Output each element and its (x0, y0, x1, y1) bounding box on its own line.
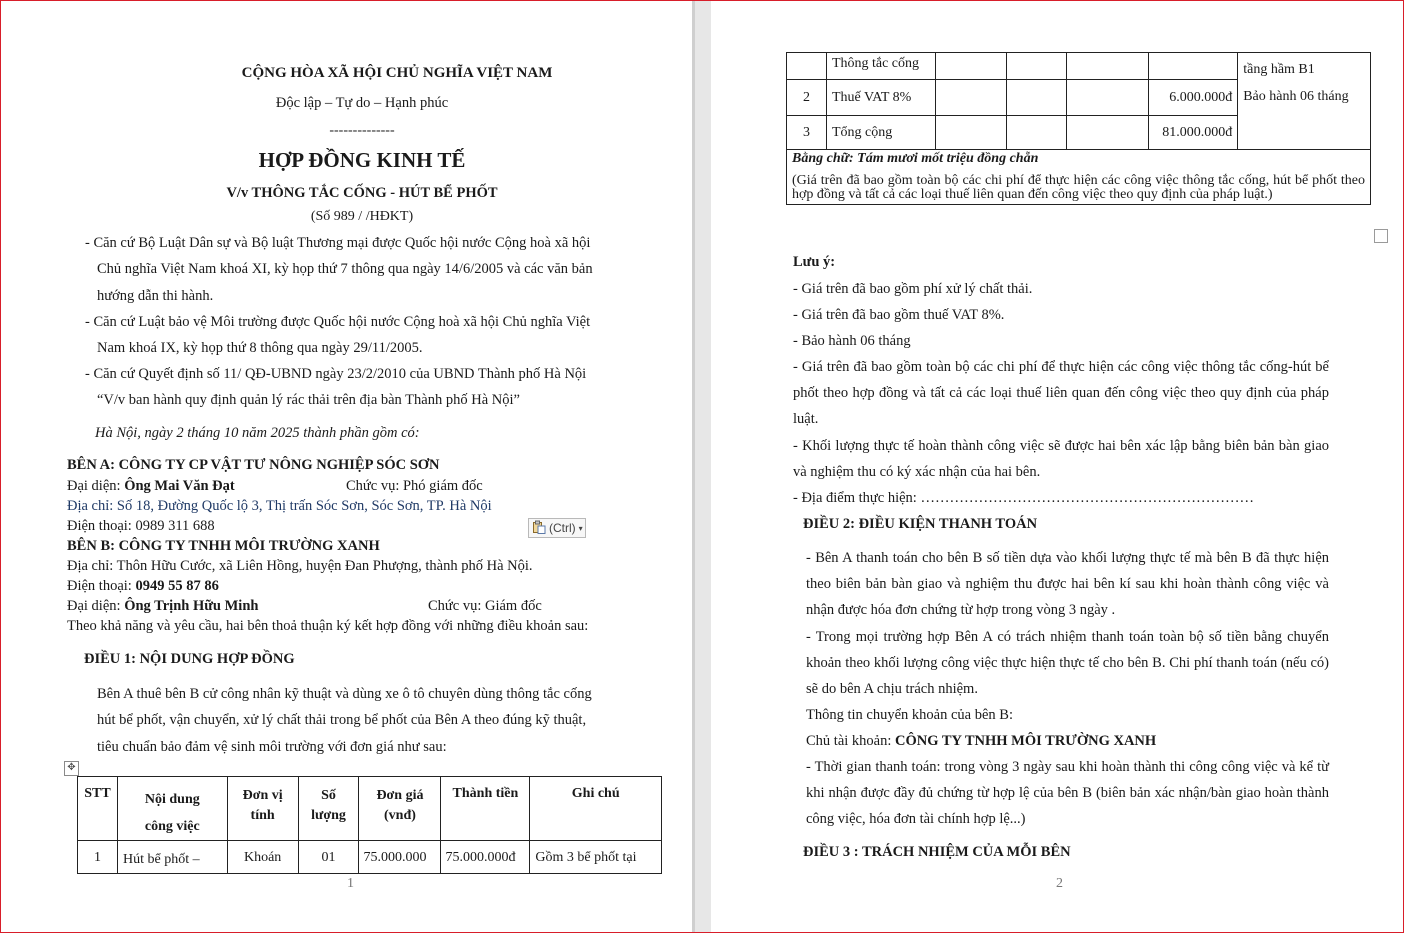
payment-clause-2: - Trong mọi trường hợp Bên A có trách nhiệm thanh toán toàn bộ số tiền bằng chuyển khoản theo khối lượng công việc thực hiện thực tế cho bên B. Chi phí thanh toán (nếu có) sẽ do bên A chịu trách nhiệm. (806, 629, 1329, 697)
header-unit (227, 777, 298, 841)
cell-unit: Khoán (227, 841, 298, 874)
cell-summary (787, 150, 1371, 205)
price-table-header (78, 777, 662, 841)
cell-empty (1067, 80, 1149, 116)
cell-total (1149, 53, 1238, 80)
table-row (787, 53, 1371, 80)
contract-number: (Số 989 / /HĐKT) (310, 209, 414, 224)
article-1-line1: Bên A thuê bên B cử công nhân kỹ thuật và dùng xe ô tô chuyên dùng thông tắc cống (97, 686, 592, 702)
party-b-position: Chức vụ: Giám đốc (428, 598, 542, 614)
party-a-address: Địa chỉ: Số 18, Đường Quốc lộ 3, Thị trấn Sóc Sơn, Sóc Sơn, TP. Hà Nội (67, 498, 492, 514)
party-b-rep-name: Ông Trịnh Hữu Minh (124, 598, 259, 614)
paste-options-label: (Ctrl) (549, 521, 576, 535)
cell-empty (935, 53, 1006, 80)
article-1-line3: tiêu chuẩn bảo đảm vệ sinh môi trường với đơn giá như sau: (97, 739, 447, 755)
party-a-representative (67, 478, 235, 495)
legal-basis-1-line1: - Căn cứ Bộ Luật Dân sự và Bộ luật Thương mại được Quốc hội nước Cộng hoà xã hội (85, 235, 591, 251)
cell-empty (1006, 116, 1067, 150)
cell-stt: 2 (787, 80, 827, 116)
document-subtitle: V/v THÔNG TẮC CỐNG - HÚT BỂ PHỐT (226, 185, 498, 201)
cell-note (1238, 53, 1371, 150)
legal-basis-3-line1: - Căn cứ Quyết định số 11/ QĐ-UBND ngày 23/2/2010 của UBND Thành phố Hà Nội (85, 366, 587, 382)
paste-options-button[interactable] (528, 518, 586, 538)
cell-stt: 3 (787, 116, 827, 150)
header-country: CỘNG HÒA XÃ HỘI CHỦ NGHĨA VIỆT NAM (241, 65, 553, 81)
account-holder-label: Chủ tài khoản: (806, 733, 896, 749)
cell-qty: 01 (298, 841, 359, 874)
article-1-title: ĐIỀU 1: NỘI DUNG HỢP ĐỒNG (84, 651, 295, 667)
account-holder (806, 728, 1156, 754)
header-rule: -------------- (329, 123, 395, 138)
party-b-phone-value: 0949 55 87 86 (135, 578, 219, 594)
cell-total: 6.000.000đ (1149, 80, 1238, 116)
cell-stt: 1 (78, 841, 118, 874)
cell-content: Tổng cộng (826, 116, 935, 150)
location-line: - Địa điểm thực hiện: …………………………………………………………… (793, 490, 1254, 506)
document-page-1[interactable] (2, 0, 692, 933)
page-number-1: 1 (347, 876, 354, 891)
header-qty (298, 777, 359, 841)
note-item: - Khối lượng thực tế hoàn thành công việc sẽ được hai bên xác lập bằng biên bản bàn giao và nghiệm thu có ký xác nhận của hai bên. (793, 438, 1329, 480)
header-content (117, 777, 227, 841)
cell-total: 81.000.000đ (1149, 116, 1238, 150)
legal-basis-3-line2: “V/v ban hành quy định quản lý rác thải trên địa bàn Thành phố Hà Nội” (97, 392, 520, 408)
cell-empty (1067, 116, 1149, 150)
page-gutter (692, 0, 711, 933)
header-content-line2: công việc (144, 819, 200, 834)
bank-info-label: Thông tin chuyển khoản của bên B: (806, 707, 1013, 723)
cell-price: 75.000.000 (359, 841, 441, 874)
document-title: HỢP ĐỒNG KINH TẾ (258, 148, 466, 172)
price-inclusion-note: (Giá trên đã bao gồm toàn bộ các chi phí để thực hiện các công việc thông tắc cống, hút bể phốt theo hợp đồng và tất cả các loại thuế liên quan đến công việc theo quy định của pháp luật.) (792, 173, 1365, 202)
cell-empty (1006, 53, 1067, 80)
party-b-rep-label: Đại diện: (67, 598, 125, 614)
payment-clause-1: - Bên A thanh toán cho bên B số tiền dựa vào khối lượng thực tế mà bên B đã thực hiện theo biên bản bàn giao và nghiệm thu được hai bên kí sau khi hoàn thành công việc và nhận được hóa đơn chứng từ hợp trong vòng 3 ngày . (806, 550, 1329, 618)
note-item: - Bảo hành 06 tháng (793, 333, 911, 349)
legal-basis-2-line2: Nam khoá IX, kỳ họp thứ 8 thông qua ngày 29/11/2005. (97, 340, 423, 356)
party-a-rep-name: Ông Mai Văn Đạt (124, 478, 235, 494)
note-item: - Giá trên đã bao gồm toàn bộ các chi phí để thực hiện các công việc thông tắc cống-hút bể phốt theo hợp đồng và tất cả các loại thuế liên quan đến công việc theo quy định của pháp luật. (793, 359, 1329, 427)
cell-stt (787, 53, 827, 80)
party-b-heading: BÊN B: CÔNG TY TNHH MÔI TRƯỜNG XANH (67, 538, 380, 554)
cell-content: Thuế VAT 8% (826, 80, 935, 116)
table-resize-handle[interactable] (1374, 229, 1388, 243)
header-stt-text: STT (84, 786, 111, 801)
cell-empty (1067, 53, 1149, 80)
cell-total: 75.000.000đ (441, 841, 530, 874)
header-qty-line2: lượng (311, 808, 346, 823)
party-a-heading: BÊN A: CÔNG TY CP VẬT TƯ NÔNG NGHIỆP SÓC SƠN (67, 457, 440, 473)
header-qty-line1: Số (321, 788, 336, 803)
amount-in-words: Bằng chữ: Tám mươi mốt triệu đồng chẵn (792, 151, 1039, 166)
cell-empty (935, 116, 1006, 150)
party-a-rep-label: Đại diện: (67, 478, 125, 494)
note-line-2: Bảo hành 06 tháng (1243, 89, 1349, 104)
cell-note: Gồm 3 bể phốt tại (530, 841, 662, 874)
party-b-address: Địa chỉ: Thôn Hữu Cước, xã Liên Hồng, huyện Đan Phượng, thành phố Hà Nội. (67, 558, 533, 574)
note-item: - Giá trên đã bao gồm thuế VAT 8%. (793, 307, 1005, 323)
header-stt (78, 777, 118, 841)
party-a-position: Chức vụ: Phó giám đốc (346, 478, 483, 494)
notes-title: Lưu ý: (793, 254, 836, 270)
header-price-line1: Đơn giá (376, 788, 424, 803)
page-number-2: 2 (1056, 876, 1063, 891)
cell-empty (1006, 80, 1067, 116)
table-row (78, 841, 662, 874)
clipboard-icon (532, 520, 546, 537)
party-a-phone: Điện thoại: 0989 311 688 (67, 518, 215, 534)
header-unit-line1: Đơn vị (242, 788, 283, 803)
agreement-text: Theo khả năng và yêu cầu, hai bên thoả thuận ký kết hợp đồng với những điều khoản sau: (67, 618, 589, 634)
party-b-phone-label: Điện thoại: (67, 578, 136, 594)
header-price-line2: (vnđ) (384, 808, 416, 823)
legal-basis-2-line1: - Căn cứ Luật bảo vệ Môi trường được Quốc hội nước Cộng hoà xã hội Chủ nghĩa Việt (85, 314, 591, 330)
cell-content: Thông tắc cống (826, 53, 935, 80)
header-note (530, 777, 662, 841)
date-line: Hà Nội, ngày 2 tháng 10 năm 2025 thành phần gồm có: (95, 425, 420, 441)
header-content-line1: Nội dung (144, 792, 200, 807)
legal-basis-1-line2: Chủ nghĩa Việt Nam khoá XI, kỳ họp thứ 7 thông qua ngày 14/6/2005 và các văn bản (97, 261, 593, 277)
gutter-edge (692, 0, 695, 933)
note-item: - Giá trên đã bao gồm phí xử lý chất thải. (793, 281, 1033, 297)
note-line-1: tầng hầm B1 (1243, 62, 1315, 77)
header-total (441, 777, 530, 841)
cell-empty (935, 80, 1006, 116)
price-table-continued (786, 52, 1371, 205)
party-b-representative (67, 598, 258, 615)
table-row (787, 150, 1371, 205)
header-price (359, 777, 441, 841)
cell-content: Hút bể phốt – (117, 841, 227, 874)
chevron-down-icon: ▾ (578, 523, 583, 533)
header-note-text: Ghi chú (571, 786, 620, 801)
document-page-2[interactable] (711, 0, 1401, 933)
article-1-line2: hút bể phốt, vận chuyển, xử lý chất thải trong bể phốt của Bên A theo đúng kỹ thuật, (97, 712, 587, 728)
header-motto: Độc lập – Tự do – Hạnh phúc (275, 95, 449, 111)
party-b-phone (67, 578, 219, 595)
payment-time: - Thời gian thanh toán: trong vòng 3 ngày sau khi hoàn thành thi công công việc và kể từ khi nhận được đầy đủ chứng từ hợp lệ của bên B (biên bản xác nhận/bàn giao hoàn thành công việc, hóa đơn tài chính hợp lệ...) (806, 759, 1329, 827)
price-table (77, 776, 662, 874)
legal-basis-1-line3: hướng dẫn thi hành. (97, 288, 214, 304)
article-3-title: ĐIỀU 3 : TRÁCH NHIỆM CỦA MỖI BÊN (803, 844, 1071, 860)
account-holder-name: CÔNG TY TNHH MÔI TRƯỜNG XANH (895, 733, 1157, 749)
article-2-title: ĐIỀU 2: ĐIỀU KIỆN THANH TOÁN (803, 516, 1038, 532)
header-unit-line2: tính (250, 808, 275, 823)
header-total-text: Thành tiền (452, 786, 519, 801)
table-move-handle-icon[interactable]: ✥ (64, 761, 79, 776)
